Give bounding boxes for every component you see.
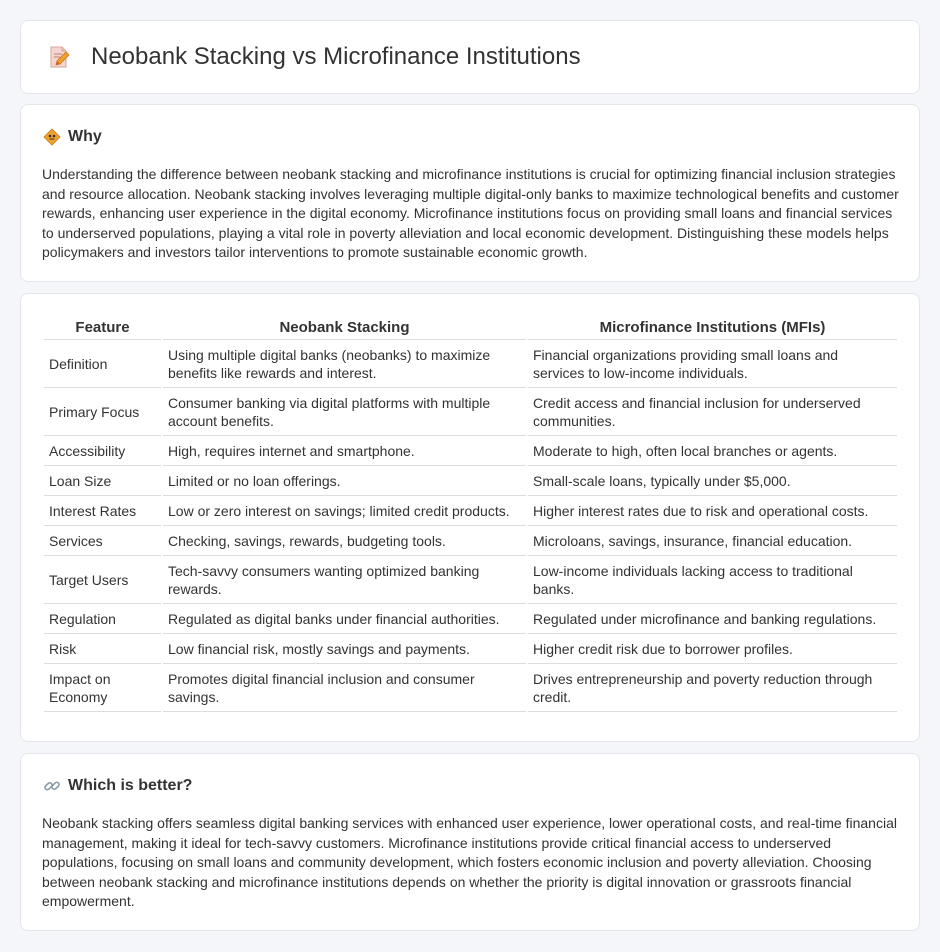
table-header-row	[44, 314, 897, 340]
feature-cell: Loan Size	[44, 466, 161, 496]
feature-cell: Target Users	[44, 556, 161, 604]
neobank-cell: High, requires internet and smartphone.	[163, 436, 526, 466]
mfi-cell: Drives entrepreneurship and poverty reduction through credit.	[528, 664, 897, 712]
comparison-section	[20, 293, 920, 742]
header-feature: Feature	[44, 314, 161, 340]
table-row	[44, 664, 897, 712]
why-text: Understanding the difference between neobank stacking and microfinance institutions is crucial for optimizing financial inclusion strategies and resource allocation. Neobank stacking involves leveraging multiple digital-only banks to maximize technological benefits and customer rewards, enhancing user experience in the digital economy. Microfinance institutions focus on providing small loans and financial services to underserved populations, playing a vital role in poverty alleviation and local economic development. Distinguishing these models helps policymakers and investors tailor interventions to promote sustainable economic growth.	[42, 166, 899, 260]
header-mfi: Microfinance Institutions (MFIs)	[528, 314, 897, 340]
feature-cell: Impact on Economy	[44, 664, 161, 712]
mfi-cell: Higher interest rates due to risk and operational costs.	[528, 496, 897, 526]
table-row	[44, 556, 897, 604]
feature-cell: Interest Rates	[44, 496, 161, 526]
neobank-cell: Consumer banking via digital platforms with multiple account benefits.	[163, 388, 526, 436]
mfi-cell: Moderate to high, often local branches or agents.	[528, 436, 897, 466]
mfi-cell: Small-scale loans, typically under $5,000.	[528, 466, 897, 496]
table-row	[44, 436, 897, 466]
title-row	[21, 21, 919, 93]
header-neobank: Neobank Stacking	[163, 314, 526, 340]
why-title: Why	[68, 128, 102, 145]
mfi-cell: Low-income individuals lacking access to traditional banks.	[528, 556, 897, 604]
feature-cell: Regulation	[44, 604, 161, 634]
feature-cell: Primary Focus	[44, 388, 161, 436]
feature-cell: Accessibility	[44, 436, 161, 466]
table-row	[44, 634, 897, 664]
comparison-table	[42, 314, 899, 712]
table-row	[44, 340, 897, 388]
page-title: Neobank Stacking vs Microfinance Institutions	[91, 43, 581, 70]
table-row	[44, 496, 897, 526]
mfi-cell: Regulated under microfinance and banking regulations.	[528, 604, 897, 634]
table-body	[44, 340, 897, 712]
feature-cell: Services	[44, 526, 161, 556]
link-icon	[43, 777, 61, 795]
neobank-cell: Using multiple digital banks (neobanks) to maximize benefits like rewards and interest.	[163, 340, 526, 388]
neobank-cell: Tech-savvy consumers wanting optimized banking rewards.	[163, 556, 526, 604]
neobank-cell: Promotes digital financial inclusion and consumer savings.	[163, 664, 526, 712]
table-row	[44, 388, 897, 436]
why-section	[20, 104, 920, 282]
table-row	[44, 526, 897, 556]
feature-cell: Definition	[44, 340, 161, 388]
mfi-cell: Microloans, savings, insurance, financial education.	[528, 526, 897, 556]
neobank-cell: Regulated as digital banks under financial authorities.	[163, 604, 526, 634]
better-section	[20, 753, 920, 931]
table-row	[44, 466, 897, 496]
feature-cell: Risk	[44, 634, 161, 664]
better-heading	[43, 777, 192, 795]
why-heading	[43, 128, 102, 146]
document-pencil-icon	[47, 45, 71, 69]
mfi-cell: Higher credit risk due to borrower profiles.	[528, 634, 897, 664]
diamond-sign-icon	[43, 128, 61, 146]
neobank-cell: Low or zero interest on savings; limited credit products.	[163, 496, 526, 526]
neobank-cell: Checking, savings, rewards, budgeting tools.	[163, 526, 526, 556]
neobank-cell: Low financial risk, mostly savings and payments.	[163, 634, 526, 664]
table-row	[44, 604, 897, 634]
better-title: Which is better?	[68, 777, 193, 794]
neobank-cell: Limited or no loan offerings.	[163, 466, 526, 496]
better-text: Neobank stacking offers seamless digital banking services with enhanced user experience, lower operational costs, and real-time financial management, making it ideal for tech-savvy customers. Microfinance institutions provide critical financial access to underserved populations, focusing on small loans and community development, which fosters economic inclusion and poverty alleviation. Choosing between neobank stacking and microfinance institutions depends on whether the priority is digital innovation or grassroots financial empowerment.	[42, 815, 897, 909]
mfi-cell: Credit access and financial inclusion for underserved communities.	[528, 388, 897, 436]
title-card	[20, 20, 920, 94]
mfi-cell: Financial organizations providing small loans and services to low-income individuals.	[528, 340, 897, 388]
